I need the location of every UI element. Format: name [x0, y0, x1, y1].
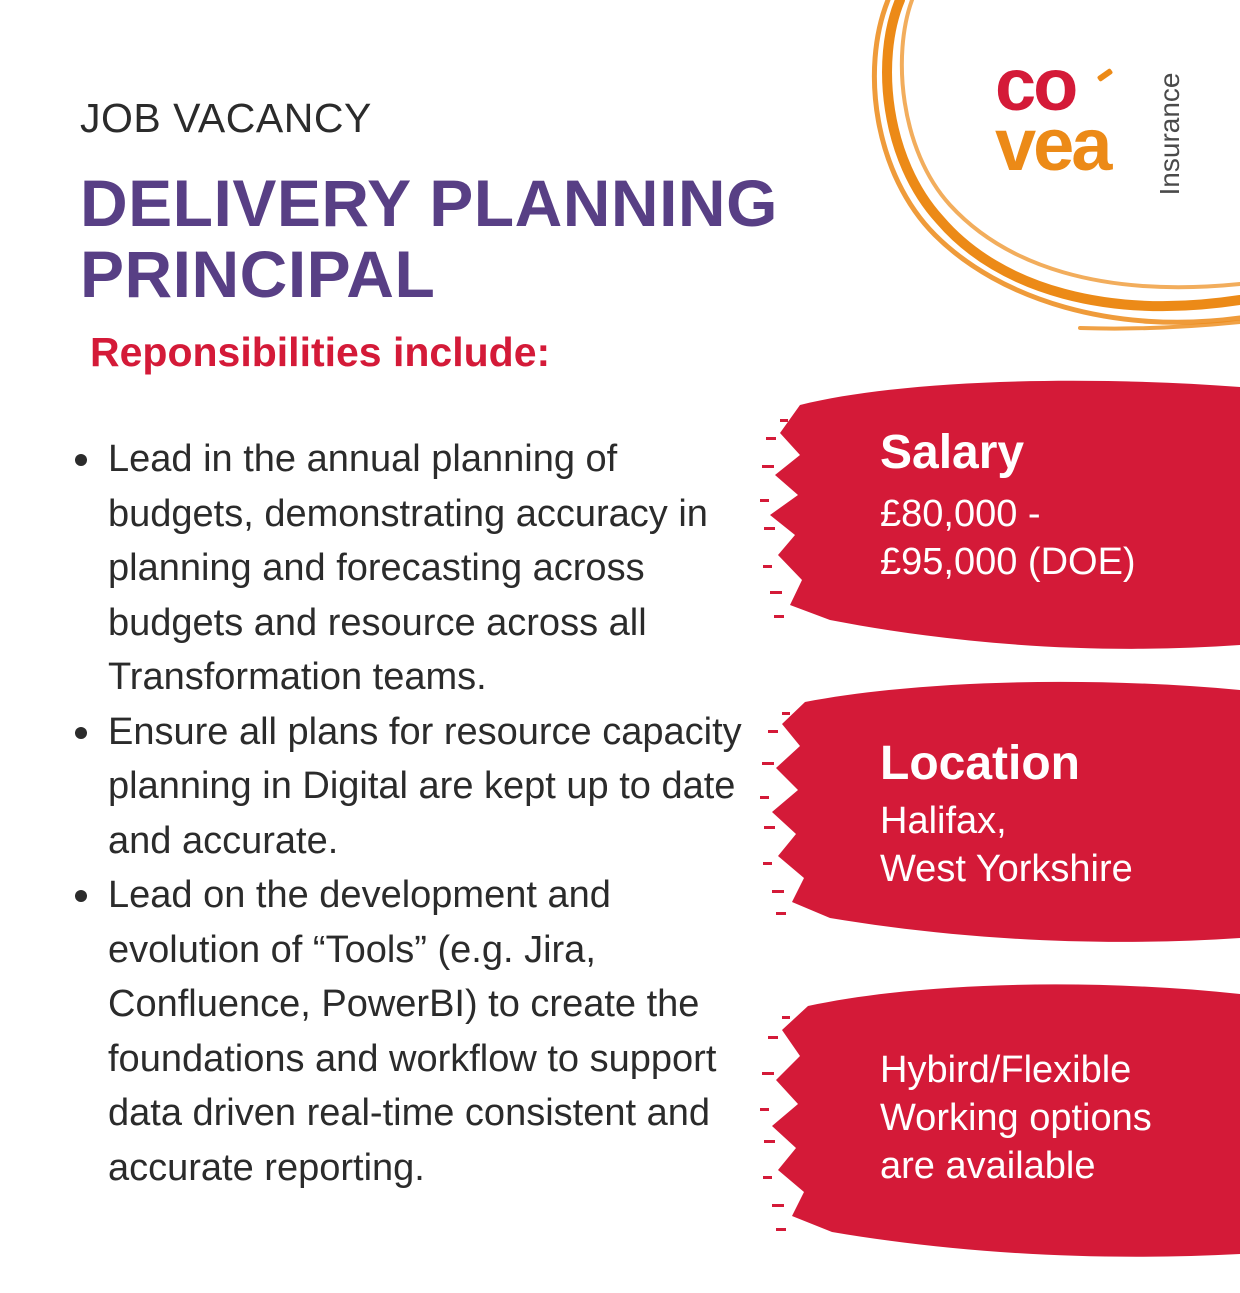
job-vacancy-label: JOB VACANCY [80, 95, 372, 141]
hybrid-line-2: Working options [880, 1097, 1152, 1139]
job-title [80, 168, 840, 309]
list-item [70, 432, 770, 705]
hybrid-line-3: are available [880, 1145, 1096, 1187]
salary-text [880, 427, 1136, 586]
list-item [70, 705, 770, 869]
salary-line-2: £95,000 (DOE) [880, 540, 1136, 583]
bullet-icon [75, 727, 87, 739]
logo-word-co: co [995, 43, 1076, 126]
hybrid-line-1: Hybird/Flexible [880, 1049, 1132, 1091]
responsibility-text: Lead on the development and evolution of “Tools” (e.g. Jira, Confluence, PowerBI) to create the foundations and workflow to support data driven real-time consistent and accurate reporting. [108, 874, 717, 1189]
hybrid-working-card [760, 980, 1240, 1260]
logo-accent-mark [1097, 68, 1114, 82]
bullet-icon [75, 454, 87, 466]
salary-line-1: £80,000 - [880, 492, 1041, 535]
logo-word-vea: vea [995, 103, 1110, 186]
logo-subtitle: Insurance [1154, 72, 1185, 196]
location-heading: Location [880, 737, 1080, 790]
salary-card [760, 375, 1240, 655]
location-text [880, 738, 1133, 893]
list-item [70, 868, 770, 1195]
responsibilities-list [70, 432, 770, 1195]
job-title-line-2: PRINCIPAL [80, 236, 436, 311]
salary-heading: Salary [880, 426, 1025, 479]
responsibilities-heading: Reponsibilities include: [90, 329, 551, 375]
covea-logo [985, 43, 1205, 198]
location-card [760, 680, 1240, 945]
hybrid-text [880, 1046, 1152, 1190]
responsibility-text: Lead in the annual planning of budgets, demonstrating accuracy in planning and forecasting across budgets and resource across all Transformation teams. [108, 438, 708, 698]
responsibility-text: Ensure all plans for resource capacity planning in Digital are kept up to date and accurate. [108, 710, 742, 862]
bullet-icon [75, 890, 87, 902]
job-title-line-1: DELIVERY PLANNING [80, 166, 778, 240]
location-line-2: West Yorkshire [880, 847, 1133, 890]
location-line-1: Halifax, [880, 799, 1007, 842]
